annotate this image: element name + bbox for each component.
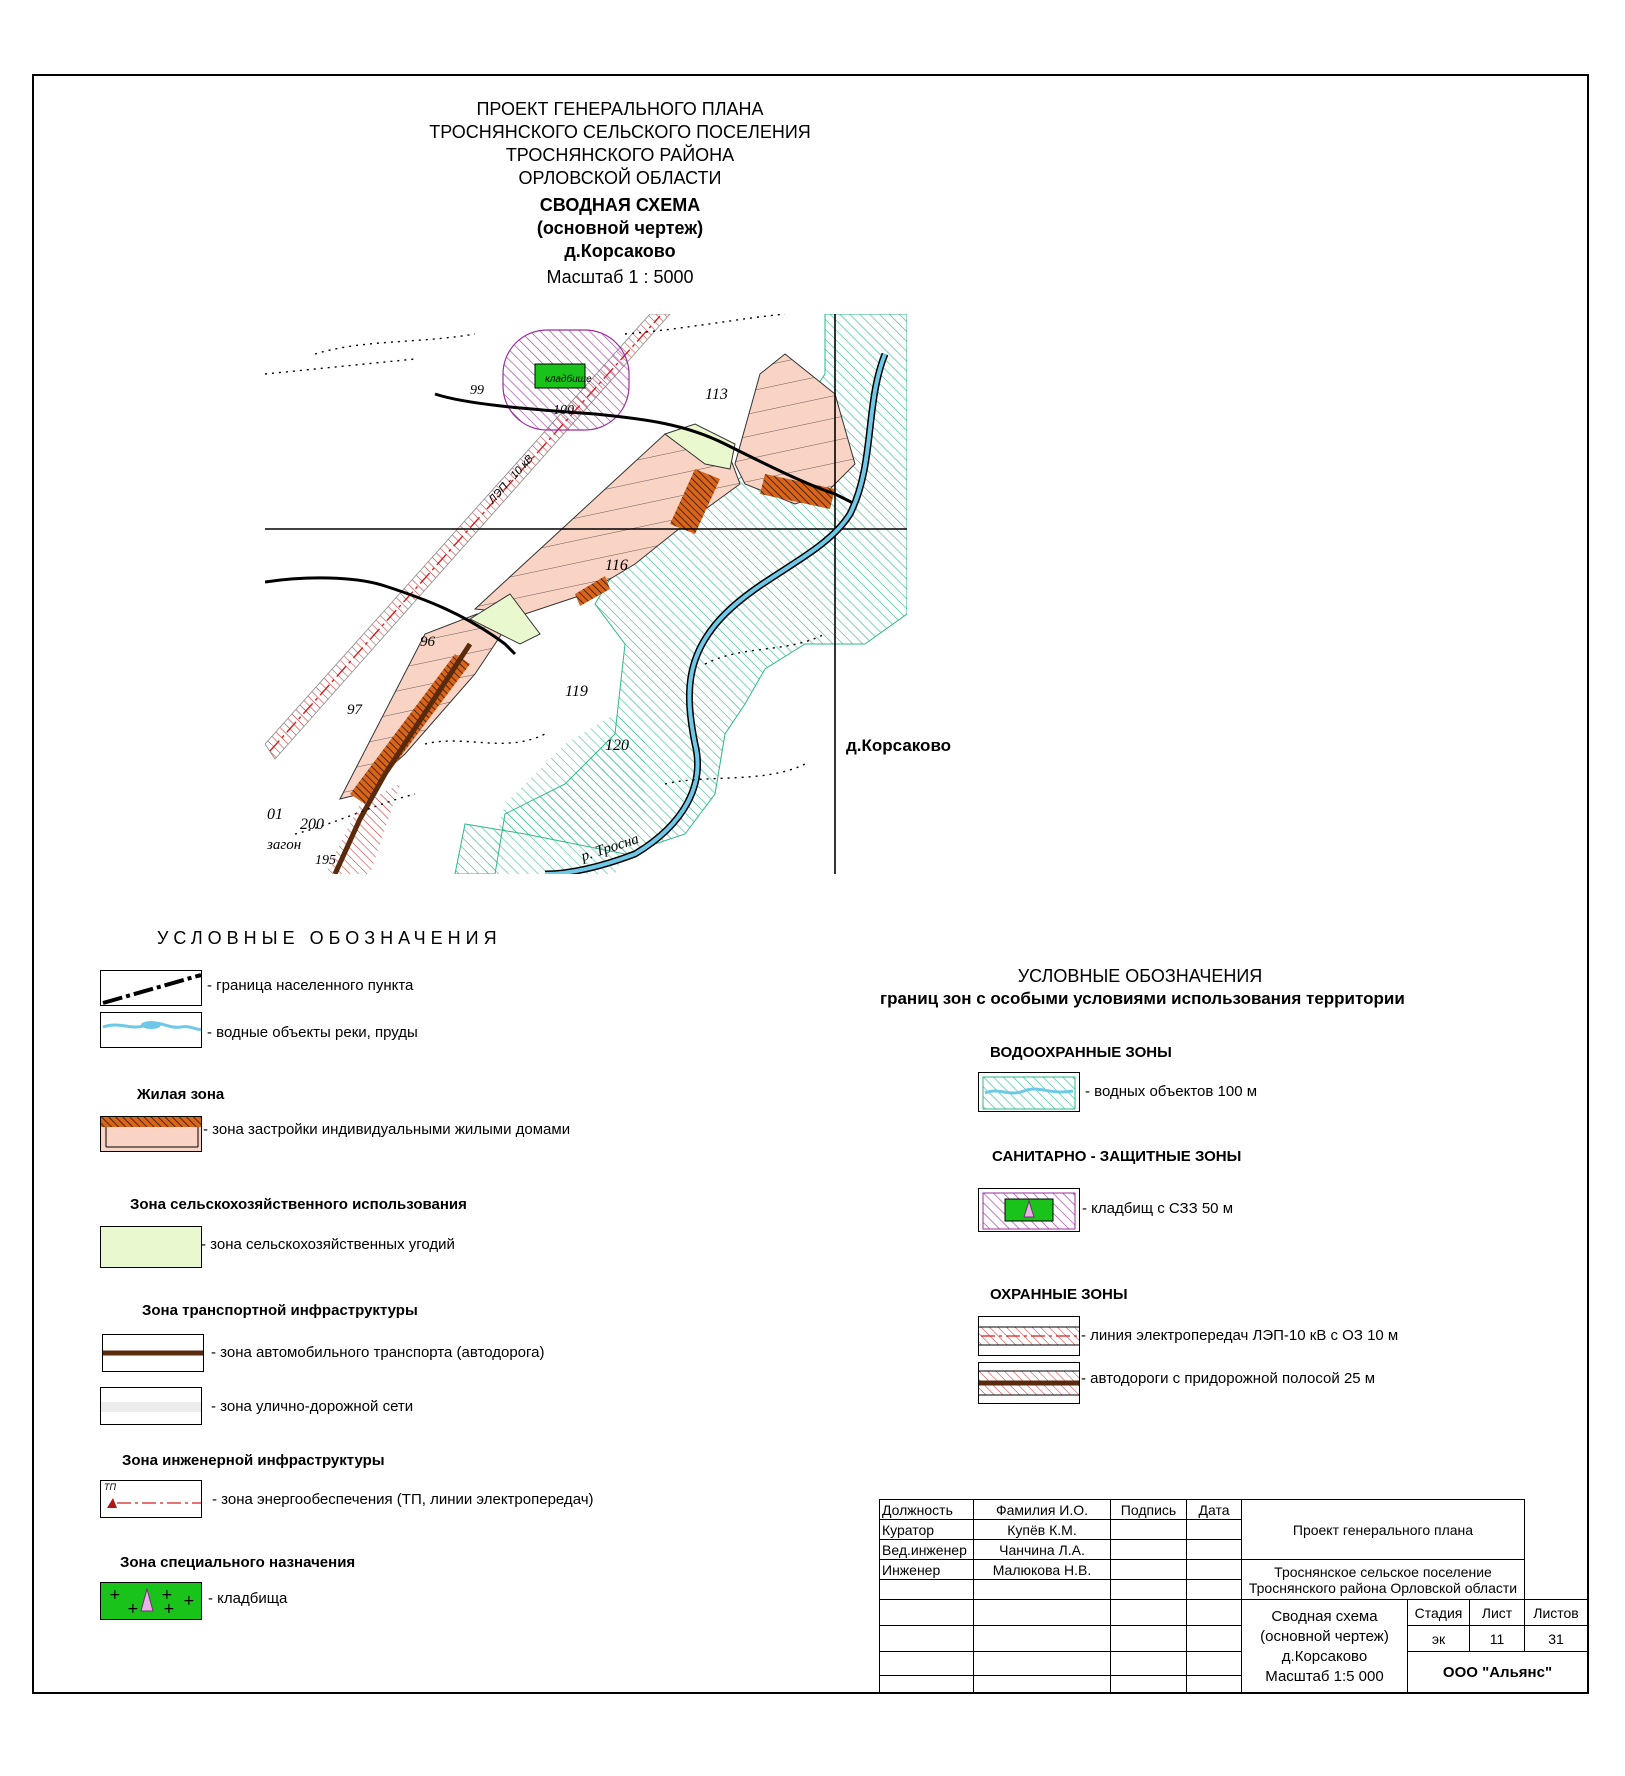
stamp-empty-d4 [1187,1652,1242,1676]
stamp-date-2 [1187,1540,1242,1560]
legend-tp-label: ТП [104,1482,117,1492]
stamp-empty-c1 [880,1626,974,1652]
legend-street-label: - зона улично-дорожной сети [211,1398,414,1415]
title-line-1: ПРОЕКТ ГЕНЕРАЛЬНОГО ПЛАНА [476,99,764,119]
stamp-header-sign: Подпись [1111,1500,1187,1520]
legend-swatch-boundary [100,970,202,1006]
legend-cemetery-label: - кладбища [208,1590,288,1607]
stamp-empty-c4 [1187,1626,1242,1652]
sheet-subtitle: (основной чертеж) [536,218,704,238]
stamp-role-2: Вед.инженер [880,1540,974,1560]
stamp-header-list: Лист [1470,1600,1525,1626]
legend-swatch-street [100,1387,202,1425]
legend-transport-title: Зона транспортной инфраструктуры [142,1302,418,1319]
stamp-empty-b1 [880,1600,974,1626]
stamp-role-3: Инженер [880,1560,974,1580]
legend-swatch-energy [100,1480,202,1518]
stamp-empty-c2 [974,1626,1111,1652]
stamp-name-3: Малюкова Н.В. [974,1560,1111,1580]
title-line-4: ОРЛОВСКОЙ ОБЛАСТИ [518,168,722,188]
stamp-empty-c3 [1111,1626,1187,1652]
stamp-header-date: Дата [1187,1500,1242,1520]
title-block [400,98,840,289]
svg-text:+: + [183,1593,195,1609]
stamp-sheet-line-4: Масштаб 1:5 000 [1265,1667,1384,1685]
zones-legend-header [880,966,1405,1009]
stamp-header-role: Должность [880,1500,974,1520]
stamp-sign-3 [1111,1560,1187,1580]
map-label-113: 113 [705,386,728,403]
map-label-200: 200 [300,816,324,833]
legend-engineering-title: Зона инженерной инфраструктуры [122,1452,385,1469]
map-village-label: д.Корсаково [846,736,952,755]
stamp-empty-e2 [974,1676,1111,1694]
zones-legend-title: УСЛОВНЫЕ ОБОЗНАЧЕНИЯ [1017,966,1263,986]
legend-special-title: Зона специального назначения [120,1554,356,1571]
zones-swatch-road [978,1362,1080,1404]
legend-swatch-agri [100,1226,202,1268]
zones-swatch-sanitary [978,1188,1080,1232]
stamp-empty-e4 [1187,1676,1242,1694]
stamp-empty-b3 [1111,1600,1187,1626]
sheet-title: СВОДНАЯ СХЕМА [539,195,701,215]
stamp-role-1: Куратор [880,1520,974,1540]
stamp-list: 11 [1470,1626,1525,1652]
stamp-settlement-line-1: Троснянское сельское поселение [1274,1563,1492,1580]
stamp-header-stage: Стадия [1408,1600,1470,1626]
stamp-header-lists: Листов [1525,1600,1588,1626]
stamp-stage: эк [1408,1626,1470,1652]
legend-residential-label: - зона застройки индивидуальными жилыми домами [203,1121,571,1138]
svg-text:+: + [127,1601,139,1617]
legend-water-label: - водные объекты реки, пруды [207,1024,418,1041]
zones-water-title: ВОДООХРАННЫЕ ЗОНЫ [990,1044,1172,1061]
zones-sanitary-label: - кладбищ с СЗЗ 50 м [1082,1200,1234,1217]
legend-road-label: - зона автомобильного транспорта (автодорога) [211,1344,545,1361]
legend-agri-title: Зона сельскохозяйственного использования [130,1196,467,1213]
village-title: д.Корсаково [564,241,676,261]
stamp-sign-2 [1111,1540,1187,1560]
map-label-powerline: ЛЭП - 10 кВ [486,452,536,507]
map-label-195: 195 [315,853,336,868]
stamp-empty-e3 [1111,1676,1187,1694]
map-label-120: 120 [605,737,629,754]
stamp-empty-d2 [974,1652,1111,1676]
legend-swatch-road [102,1334,204,1372]
stamp-empty-e1 [880,1676,974,1694]
stamp-empty-d1 [880,1652,974,1676]
map-label-100: 100 [553,403,574,418]
zones-legend-subtitle: границ зон с особыми условиями использования территории [880,989,1405,1008]
map-svg [265,314,907,874]
stamp-project: Проект генерального плана [1242,1500,1525,1560]
map-canvas[interactable] [265,314,907,874]
map-label-99: 99 [470,383,484,398]
legend-residential-title: Жилая зона [137,1086,225,1103]
stamp-empty-a2 [974,1580,1111,1600]
map-label-119: 119 [565,683,588,700]
stamp-empty-b2 [974,1600,1111,1626]
scale-label: Масштаб 1 : 5000 [546,267,694,287]
stamp-date-3 [1187,1560,1242,1580]
stamp-lists: 31 [1525,1626,1588,1652]
svg-text:+: + [163,1601,175,1617]
map-label-116: 116 [605,557,628,574]
zones-water-label: - водных объектов 100 м [1085,1083,1258,1100]
stamp-name-2: Чанчина Л.А. [974,1540,1111,1560]
svg-text:+: + [161,1587,173,1603]
stamp-sheet-line-3: д.Корсаково [1281,1647,1368,1665]
stamp-name-1: Купёв К.М. [974,1520,1111,1540]
title-line-3: ТРОСНЯНСКОГО РАЙОНА [505,145,735,165]
stamp-header-name: Фамилия И.О. [974,1500,1111,1520]
map-label-96: 96 [420,634,435,650]
svg-text:+: + [109,1587,121,1603]
stamp-empty-a3 [1111,1580,1187,1600]
stamp-settlement-line-2: Троснянского района Орловской области [1248,1579,1518,1596]
zones-power-label: - линия электропередач ЛЭП-10 кВ с ОЗ 10 м [1081,1327,1399,1344]
stamp-empty-d3 [1111,1652,1187,1676]
stamp-sheet-line-1: Сводная схема [1271,1607,1378,1625]
stamp-sheet-line-2: (основной чертеж) [1260,1627,1389,1645]
stamp-empty-a4 [1187,1580,1242,1600]
stamp-settlement [1242,1560,1525,1600]
zones-sanitary-title: САНИТАРНО - ЗАЩИТНЫЕ ЗОНЫ [992,1148,1242,1165]
zones-swatch-water [978,1072,1080,1112]
legend-title: УСЛОВНЫЕ ОБОЗНАЧЕНИЯ [157,928,502,948]
legend-swatch-cemetery [100,1582,202,1620]
legend-swatch-residential [100,1116,202,1152]
zones-swatch-power [978,1316,1080,1356]
map-label-pen: загон [267,837,302,853]
legend-swatch-water [100,1012,202,1048]
zones-road-label: - автодороги с придорожной полосой 25 м [1081,1370,1376,1387]
legend-agri-label: - зона сельскохозяйственных угодий [201,1236,455,1253]
zones-protect-title: ОХРАННЫЕ ЗОНЫ [990,1286,1128,1303]
stamp-sign-1 [1111,1520,1187,1540]
stamp-date-1 [1187,1520,1242,1540]
map-label-01: 01 [267,806,283,823]
legend-boundary-label: - граница населенного пункта [207,977,414,994]
stamp-empty-a1 [880,1580,974,1600]
stamp-company: ООО "Альянс" [1408,1652,1588,1694]
map-label-cemetery: кладбище [545,374,592,385]
title-line-2: ТРОСНЯНСКОГО СЕЛЬСКОГО ПОСЕЛЕНИЯ [429,122,811,142]
stamp-sheet-info [1242,1600,1408,1694]
map-label-river: р. Тросна [579,831,641,865]
stamp-empty-b4 [1187,1600,1242,1626]
legend-energy-label: - зона энергообеспечения (ТП, линии электропередач) [212,1491,594,1508]
map-label-97: 97 [347,702,362,718]
title-stamp [879,1499,1588,1693]
